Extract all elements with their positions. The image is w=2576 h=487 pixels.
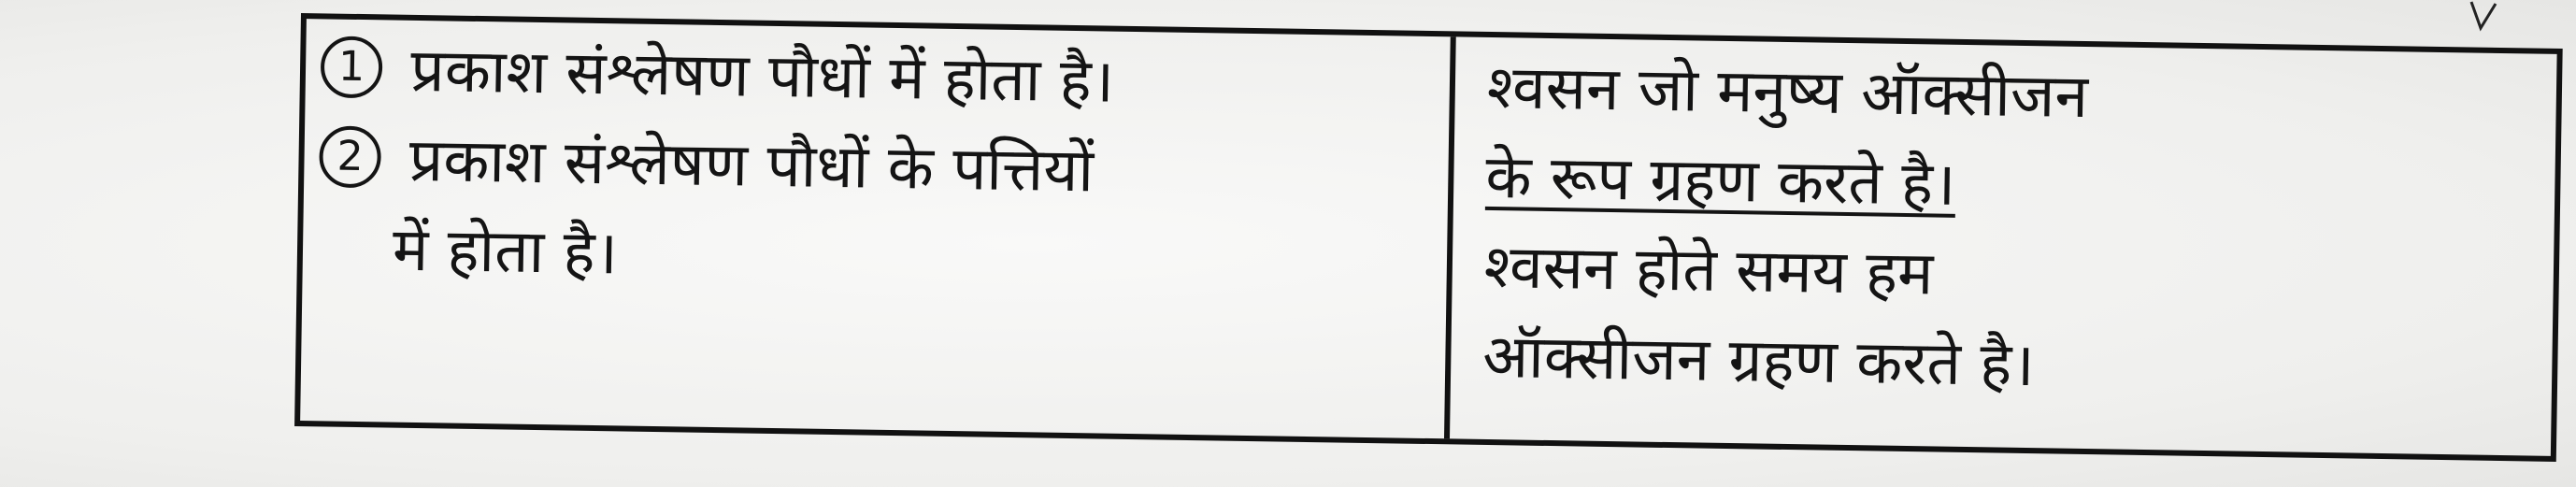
respiration-line-3: श्वसन होते समय हम (1483, 232, 1934, 309)
point-1-number: 1 (321, 36, 383, 99)
point-2-text-line-2: में होता है। (392, 215, 619, 289)
table-cell-photosynthesis (300, 19, 1456, 438)
pen-mark-icon (2468, 0, 2505, 37)
respiration-line-4: ऑक्सीजन ग्रहण करते है। (1481, 322, 2036, 401)
respiration-line-2: के रूप ग्रहण करते है। (1484, 142, 1956, 220)
respiration-line-1: श्वसन जो मनुष्य ऑक्सीजन (1486, 52, 2089, 133)
point-2 (319, 114, 1434, 222)
point-1-text: प्रकाश संश्लेषण पौधों में होता है। (409, 36, 1115, 117)
comparison-table (294, 13, 2563, 462)
table-cell-respiration (1450, 36, 2557, 455)
point-2-text-line-1: प्रकाश संश्लेषण पौधों के पत्तियों (408, 125, 1095, 207)
point-1 (320, 24, 1435, 132)
point-2-number: 2 (319, 126, 381, 189)
